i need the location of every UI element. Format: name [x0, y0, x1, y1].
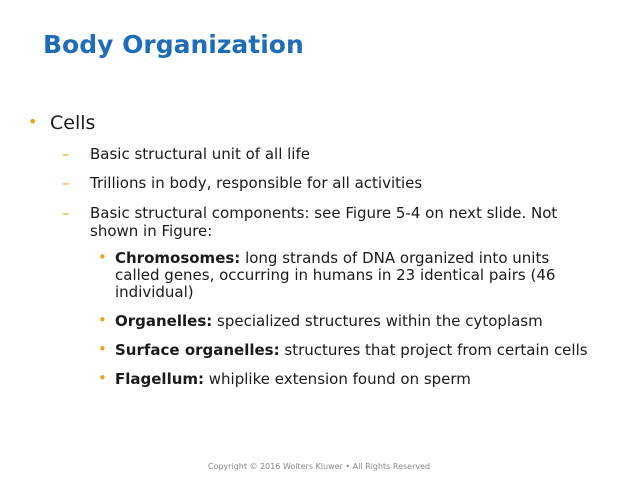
main-bullet-text: Cells	[50, 112, 96, 134]
sub-item	[98, 250, 598, 301]
sub-item	[98, 371, 633, 388]
sub-item-term: Surface organelles:	[115, 341, 280, 359]
main-bullet	[28, 112, 95, 134]
sub-item-text	[115, 342, 633, 359]
slide-title: Body Organization	[43, 30, 304, 59]
dash-item-text: Trillions in body, responsible for all activities	[90, 174, 423, 192]
sub-item	[98, 342, 633, 359]
sub-item-text	[115, 250, 598, 301]
sub-item-text	[115, 313, 633, 330]
bullet-icon: •	[98, 369, 107, 387]
dash-icon: –	[62, 204, 70, 222]
dash-item	[62, 145, 632, 163]
dash-item-text: Basic structural components: see Figure 5-4 on next slide. Not shown in Figure:	[90, 204, 558, 240]
dash-item	[62, 204, 602, 240]
sub-item-desc: specialized structures within the cytoplasm	[212, 312, 543, 330]
copyright-footer: Copyright © 2016 Wolters Kluwer • All Rights Reserved	[207, 462, 431, 471]
sub-item-term: Flagellum:	[115, 370, 205, 388]
dash-item-text: Basic structural unit of all life	[90, 145, 310, 163]
bullet-icon: •	[28, 112, 38, 131]
sub-item	[98, 313, 633, 330]
sub-item-desc: whiplike extension found on sperm	[204, 370, 471, 388]
bullet-icon: •	[98, 340, 107, 358]
sub-item-term: Organelles:	[115, 312, 213, 330]
sub-item-text	[115, 371, 633, 388]
dash-item	[62, 174, 632, 192]
dash-icon: –	[62, 145, 70, 163]
sub-item-desc: long strands of DNA organized into units called genes, occurring in humans in 23 identical pairs (46 individual)	[115, 249, 556, 301]
sub-item-term: Chromosomes:	[115, 249, 241, 267]
dash-icon: –	[62, 174, 70, 192]
bullet-icon: •	[98, 248, 107, 266]
bullet-icon: •	[98, 311, 107, 329]
sub-item-desc: structures that project from certain cells	[279, 341, 588, 359]
